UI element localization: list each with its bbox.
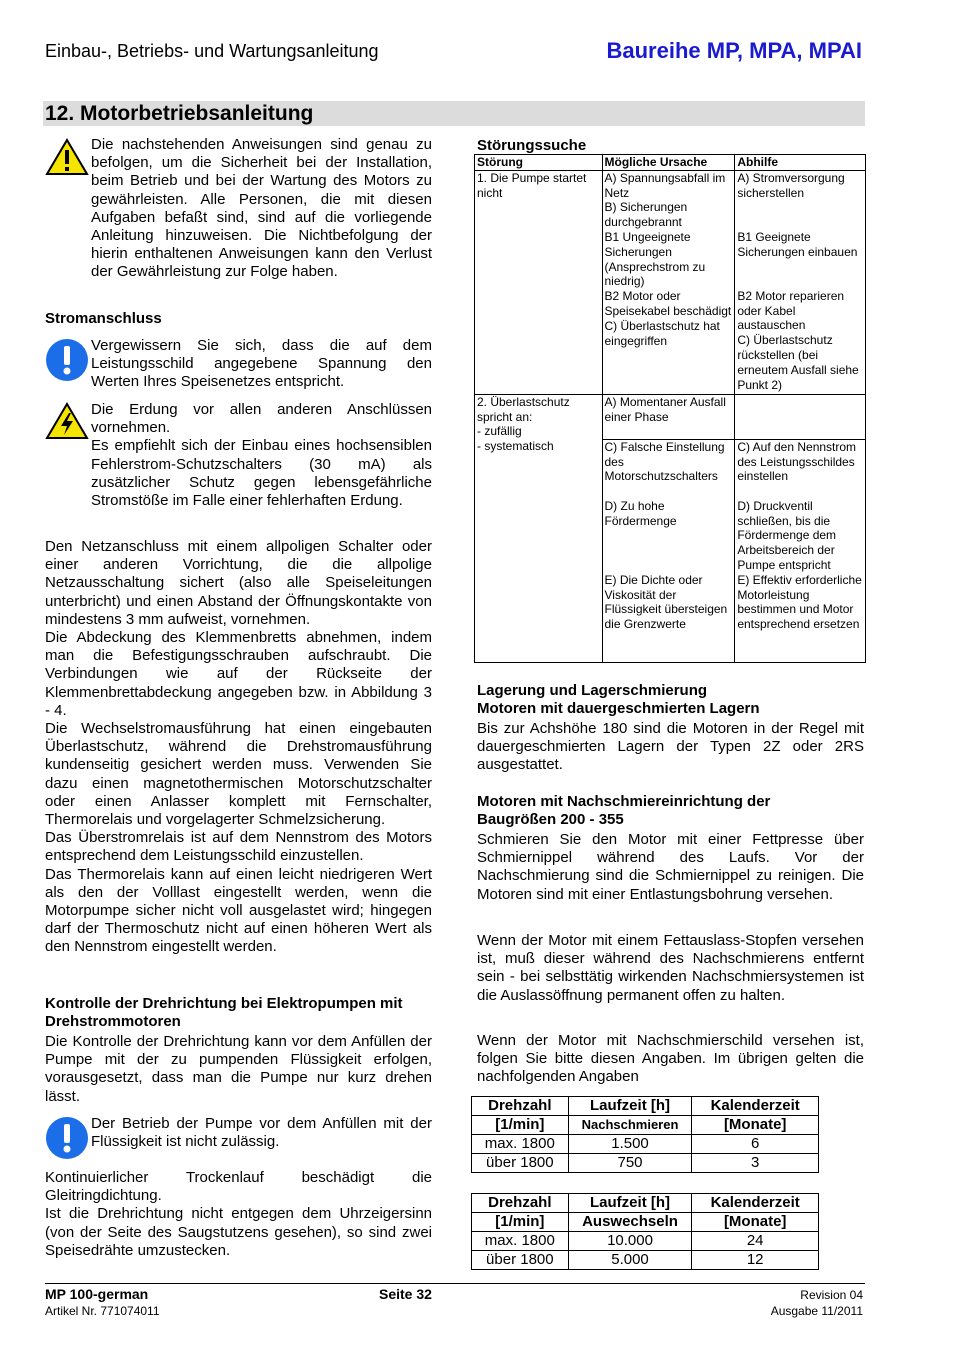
strom-heading: Stromanschluss — [45, 310, 162, 327]
netz-text — [45, 538, 432, 957]
kontrolle-para-3: Ist die Drehrichtung nicht entgegen dem Uhrzeigersinn (von der Seite des Saugstutzens gesehen), so sind zwei Speisedrähte umzustecken. — [45, 1205, 432, 1259]
table-cell: 3 — [692, 1154, 819, 1173]
strom-info-text: Vergewissern Sie sich, dass die auf dem Leistungsschild angegebene Spannung den Werten Ihres Speisenetzes entspricht. — [91, 337, 432, 391]
abhilfe-item: C) Überlastschutz rückstellen (bei erneutem Ausfall siehe Punkt 2) — [737, 333, 859, 392]
intro-paragraph: Die nachstehenden Anweisungen sind genau zu befolgen, um die Sicherheit bei der Installation, beim Betrieb und bei der Wartung des Motors zu gewährleisten. Alle Personen, die mit diesen Aufgaben befaßt sind, sind auf die vorliegende Anleitung hinzuweisen. Die Nichtbefolgung der hierin enthaltenen Anweisungen kann den Verlust der Gewährleistung zur Folge haben. — [91, 136, 432, 281]
ursache-item: B2 Motor oder Speisekabel beschädigt — [604, 289, 732, 318]
ursache-item: B) Sicherungen durchgebrannt — [604, 200, 688, 230]
table-row — [475, 170, 866, 394]
info-exclamation-icon — [45, 338, 89, 382]
nach-para-1: Schmieren Sie den Motor mit einer Fettpresse über Schmiernippel während des Laufs. Vor der Nachschmierung sind die Schmiernippel zu reinigen. Die Motoren sind mit einer Entlastungsbohrung versehen. — [477, 831, 864, 903]
abhilfe-item: A) Stromversorgung sicherstellen — [737, 170, 845, 200]
nach-para-2: Wenn der Motor mit einem Fettauslass-Stopfen versehen ist, muß dieser während des Nachschmierens entfernt sein - bei selbsttätig wirkenden Nachschmiersystemen ist die Auslassöffnung permanent offen zu halten. — [477, 932, 864, 1004]
col-header: Abhilfe — [735, 155, 866, 171]
erdung-text — [91, 401, 432, 510]
table-cell: max. 1800 — [472, 1232, 569, 1251]
stoerung-cell: 1. Die Pumpe startet nicht — [475, 170, 603, 394]
electric-hazard-icon — [45, 402, 89, 440]
kontrolle-para-2: Kontinuierlicher Trockenlauf beschädigt die Gleitringdichtung. — [45, 1169, 432, 1205]
kontrolle-info-text: Der Betrieb der Pumpe vor dem Anfüllen mit der Flüssigkeit ist nicht zulässig. — [91, 1115, 432, 1151]
col-header: [Monate] — [692, 1213, 819, 1232]
col-header: Drehzahl — [472, 1097, 569, 1116]
col-header: [Monate] — [692, 1116, 819, 1135]
table-row — [475, 394, 866, 662]
footer-divider — [45, 1283, 865, 1284]
col-header: Drehzahl — [472, 1194, 569, 1213]
abhilfe-cell — [735, 170, 866, 394]
table-row — [472, 1232, 819, 1251]
col-header: Störung — [475, 155, 603, 171]
troubleshooting-table — [474, 154, 866, 663]
table-header-row — [475, 155, 866, 171]
ursache-item: B1 Ungeeignete Sicherungen (Ansprechstrom zu niedrig) — [604, 229, 706, 289]
ursache-item: C) Überlastschutz hat eingegriffen — [604, 318, 720, 348]
ursache-cell — [602, 170, 735, 394]
stoerung-item: - zufällig — [477, 424, 522, 439]
table-cell: max. 1800 — [472, 1135, 569, 1154]
stoerung-item: 2. Überlastschutz spricht an: — [477, 394, 570, 424]
table-header-row — [472, 1097, 819, 1116]
table-cell: über 1800 — [472, 1154, 569, 1173]
table-cell: über 1800 — [472, 1251, 569, 1270]
lager-heading — [477, 682, 760, 718]
col-header: Laufzeit [h] — [568, 1194, 692, 1213]
table-row — [472, 1154, 819, 1173]
kontrolle-more — [45, 1169, 432, 1260]
netz-para-3: Die Wechselstromausführung hat einen eingebauten Überlastschutz, während die Drehstromausführung kundenseitig gesichert werden muss. Verwenden Sie dazu einen magnetothermischen Motorschutzschalter oder einen Anlasser komplett mit Fernschalter, Thermorelais und vorgelagerter Schmelzsicherung. — [45, 720, 432, 829]
header-series-title: Baureihe MP, MPA, MPAI — [606, 38, 862, 63]
table-row — [472, 1135, 819, 1154]
col-header: Auswechseln — [568, 1213, 692, 1232]
table-cell: 750 — [568, 1154, 692, 1173]
table-cell: 12 — [692, 1251, 819, 1270]
abhilfe-cell — [735, 394, 866, 662]
erdung-line-2: Es empfiehlt sich der Einbau eines hochsensiblen Fehlerstrom-Schutzschalters (30 mA) als zusätzlicher Schutz gegen lebensgefährliche Stromstöße im Falle einer fehlerhaften Erdung. — [91, 437, 432, 510]
table-header-row — [472, 1194, 819, 1213]
netz-para-1: Den Netzanschluss mit einem allpoligen Schalter oder einer anderen Vorrichtung, die die allpolige Netzausschaltung sichert (also alle Speiseleitungen unterbricht) und einen Abstand der Öffnungskontakte von mindestens 3 mm aufweist, vornehmen. — [45, 538, 432, 628]
abhilfe-item: B1 Geeignete Sicherungen einbauen — [737, 229, 858, 259]
ursache-item: D) Zu hohe Fördermenge — [604, 498, 677, 528]
footer-artikel: Artikel Nr. 771074011 — [45, 1304, 160, 1318]
warning-triangle-icon — [45, 138, 89, 176]
table-row — [472, 1251, 819, 1270]
col-header: [1/min] — [472, 1213, 569, 1232]
col-header: Mögliche Ursache — [602, 155, 735, 171]
abhilfe-item: E) Effektiv erforderliche Motorleistung bestimmen und Motor entsprechend ersetzen — [737, 572, 862, 632]
table-cell: 10.000 — [568, 1232, 692, 1251]
lager-heading-1: Lagerung und Lagerschmierung — [477, 682, 708, 699]
table-cell: 24 — [692, 1232, 819, 1251]
info-exclamation-icon — [45, 1116, 89, 1160]
abhilfe-item: C) Auf den Nennstrom des Leistungsschildes einstellen — [737, 439, 857, 484]
table-header-row — [472, 1116, 819, 1135]
footer-page-number: Seite 32 — [379, 1286, 432, 1302]
footer-doc-name: MP 100-german — [45, 1286, 149, 1302]
table-cell: 1.500 — [568, 1135, 692, 1154]
nach-para-3: Wenn der Motor mit Nachschmierschild versehen ist, folgen Sie bitte diesen Angaben. Im übrigen gelten die nachfolgenden Angaben — [477, 1032, 864, 1086]
stoerung-item: - systematisch — [477, 439, 554, 454]
ursache-item: A) Spannungsabfall im Netz — [604, 170, 726, 200]
abhilfe-item: B2 Motor reparieren oder Kabel austauschen — [737, 288, 845, 333]
col-header: Nachschmieren — [568, 1116, 692, 1135]
col-header: Kalenderzeit — [692, 1097, 819, 1116]
lager-heading-2: Motoren mit dauergeschmierten Lagern — [477, 700, 760, 718]
header-left-title: Einbau-, Betriebs- und Wartungsanleitung — [45, 41, 379, 61]
netz-para-5: Das Thermorelais kann auf einen leicht niedrigeren Wert als den der Volllast eingestellt werden, wenn die Motorpumpe sicher nicht voll ausgelastet wird; hingegen darf der Thermoschutz nicht auf einen höheren Wert als den Nennstrom eingestellt werden. — [45, 865, 432, 956]
table-cell: 5.000 — [568, 1251, 692, 1270]
table-header-row — [472, 1213, 819, 1232]
erdung-line-1: Die Erdung vor allen anderen Anschlüssen vornehmen. — [91, 401, 432, 437]
footer-ausgabe: Ausgabe 11/2011 — [770, 1304, 863, 1318]
table-cell: 6 — [692, 1135, 819, 1154]
netz-para-2: Die Abdeckung des Klemmenbretts abnehmen, indem man die Befestigungsschrauben aufschraubt. Die Verbindungen wie auf der Rückseite der Klemmenbrettabdeckung angegeben bzw. in Abbildung 3 - 4. — [45, 629, 432, 719]
col-header: Kalenderzeit — [692, 1194, 819, 1213]
stoerung-cell — [475, 394, 603, 662]
schmier-table-nachschmieren — [471, 1096, 819, 1173]
schmier-table-auswechseln — [471, 1193, 819, 1270]
ursache-item: E) Die Dichte oder Viskosität der Flüssigkeit übersteigen die Grenzwerte — [604, 572, 728, 632]
ursache-item: C) Falsche Einstellung des Motorschutzschalters — [604, 439, 725, 484]
nach-heading: Motoren mit Nachschmiereinrichtung der Baugrößen 200 - 355 — [477, 793, 771, 829]
netz-para-4: Das Überstromrelais ist auf dem Nennstrom des Motors entsprechend dem Leistungsschild einzustellen. — [45, 829, 432, 865]
ursache-item: A) Momentaner Ausfall einer Phase — [603, 395, 735, 440]
kontrolle-para-1: Die Kontrolle der Drehrichtung kann vor dem Anfüllen der Pumpe mit der zu pumpenden Flüssigkeit erfolgen, vorausgesetzt, dass man die Pumpe nur kurz drehen lässt. — [45, 1033, 432, 1105]
kontrolle-heading: Kontrolle der Drehrichtung bei Elektropumpen mit Drehstrommotoren — [45, 995, 403, 1031]
abhilfe-item: D) Druckventil schließen, bis die Fördermenge dem Arbeitsbereich der Pumpe entspricht — [737, 498, 837, 572]
lager-text: Bis zur Achshöhe 180 sind die Motoren in der Regel mit dauergeschmierten Lagern der Typen 2Z oder 2RS ausgestattet. — [477, 720, 864, 774]
section-title: 12. Motorbetriebsanleitung — [43, 101, 865, 126]
ursache-cell — [602, 394, 735, 662]
footer-revision: Revision 04 — [800, 1288, 863, 1302]
col-header: Laufzeit [h] — [568, 1097, 692, 1116]
stoerung-heading: Störungssuche — [477, 137, 587, 154]
col-header: [1/min] — [472, 1116, 569, 1135]
